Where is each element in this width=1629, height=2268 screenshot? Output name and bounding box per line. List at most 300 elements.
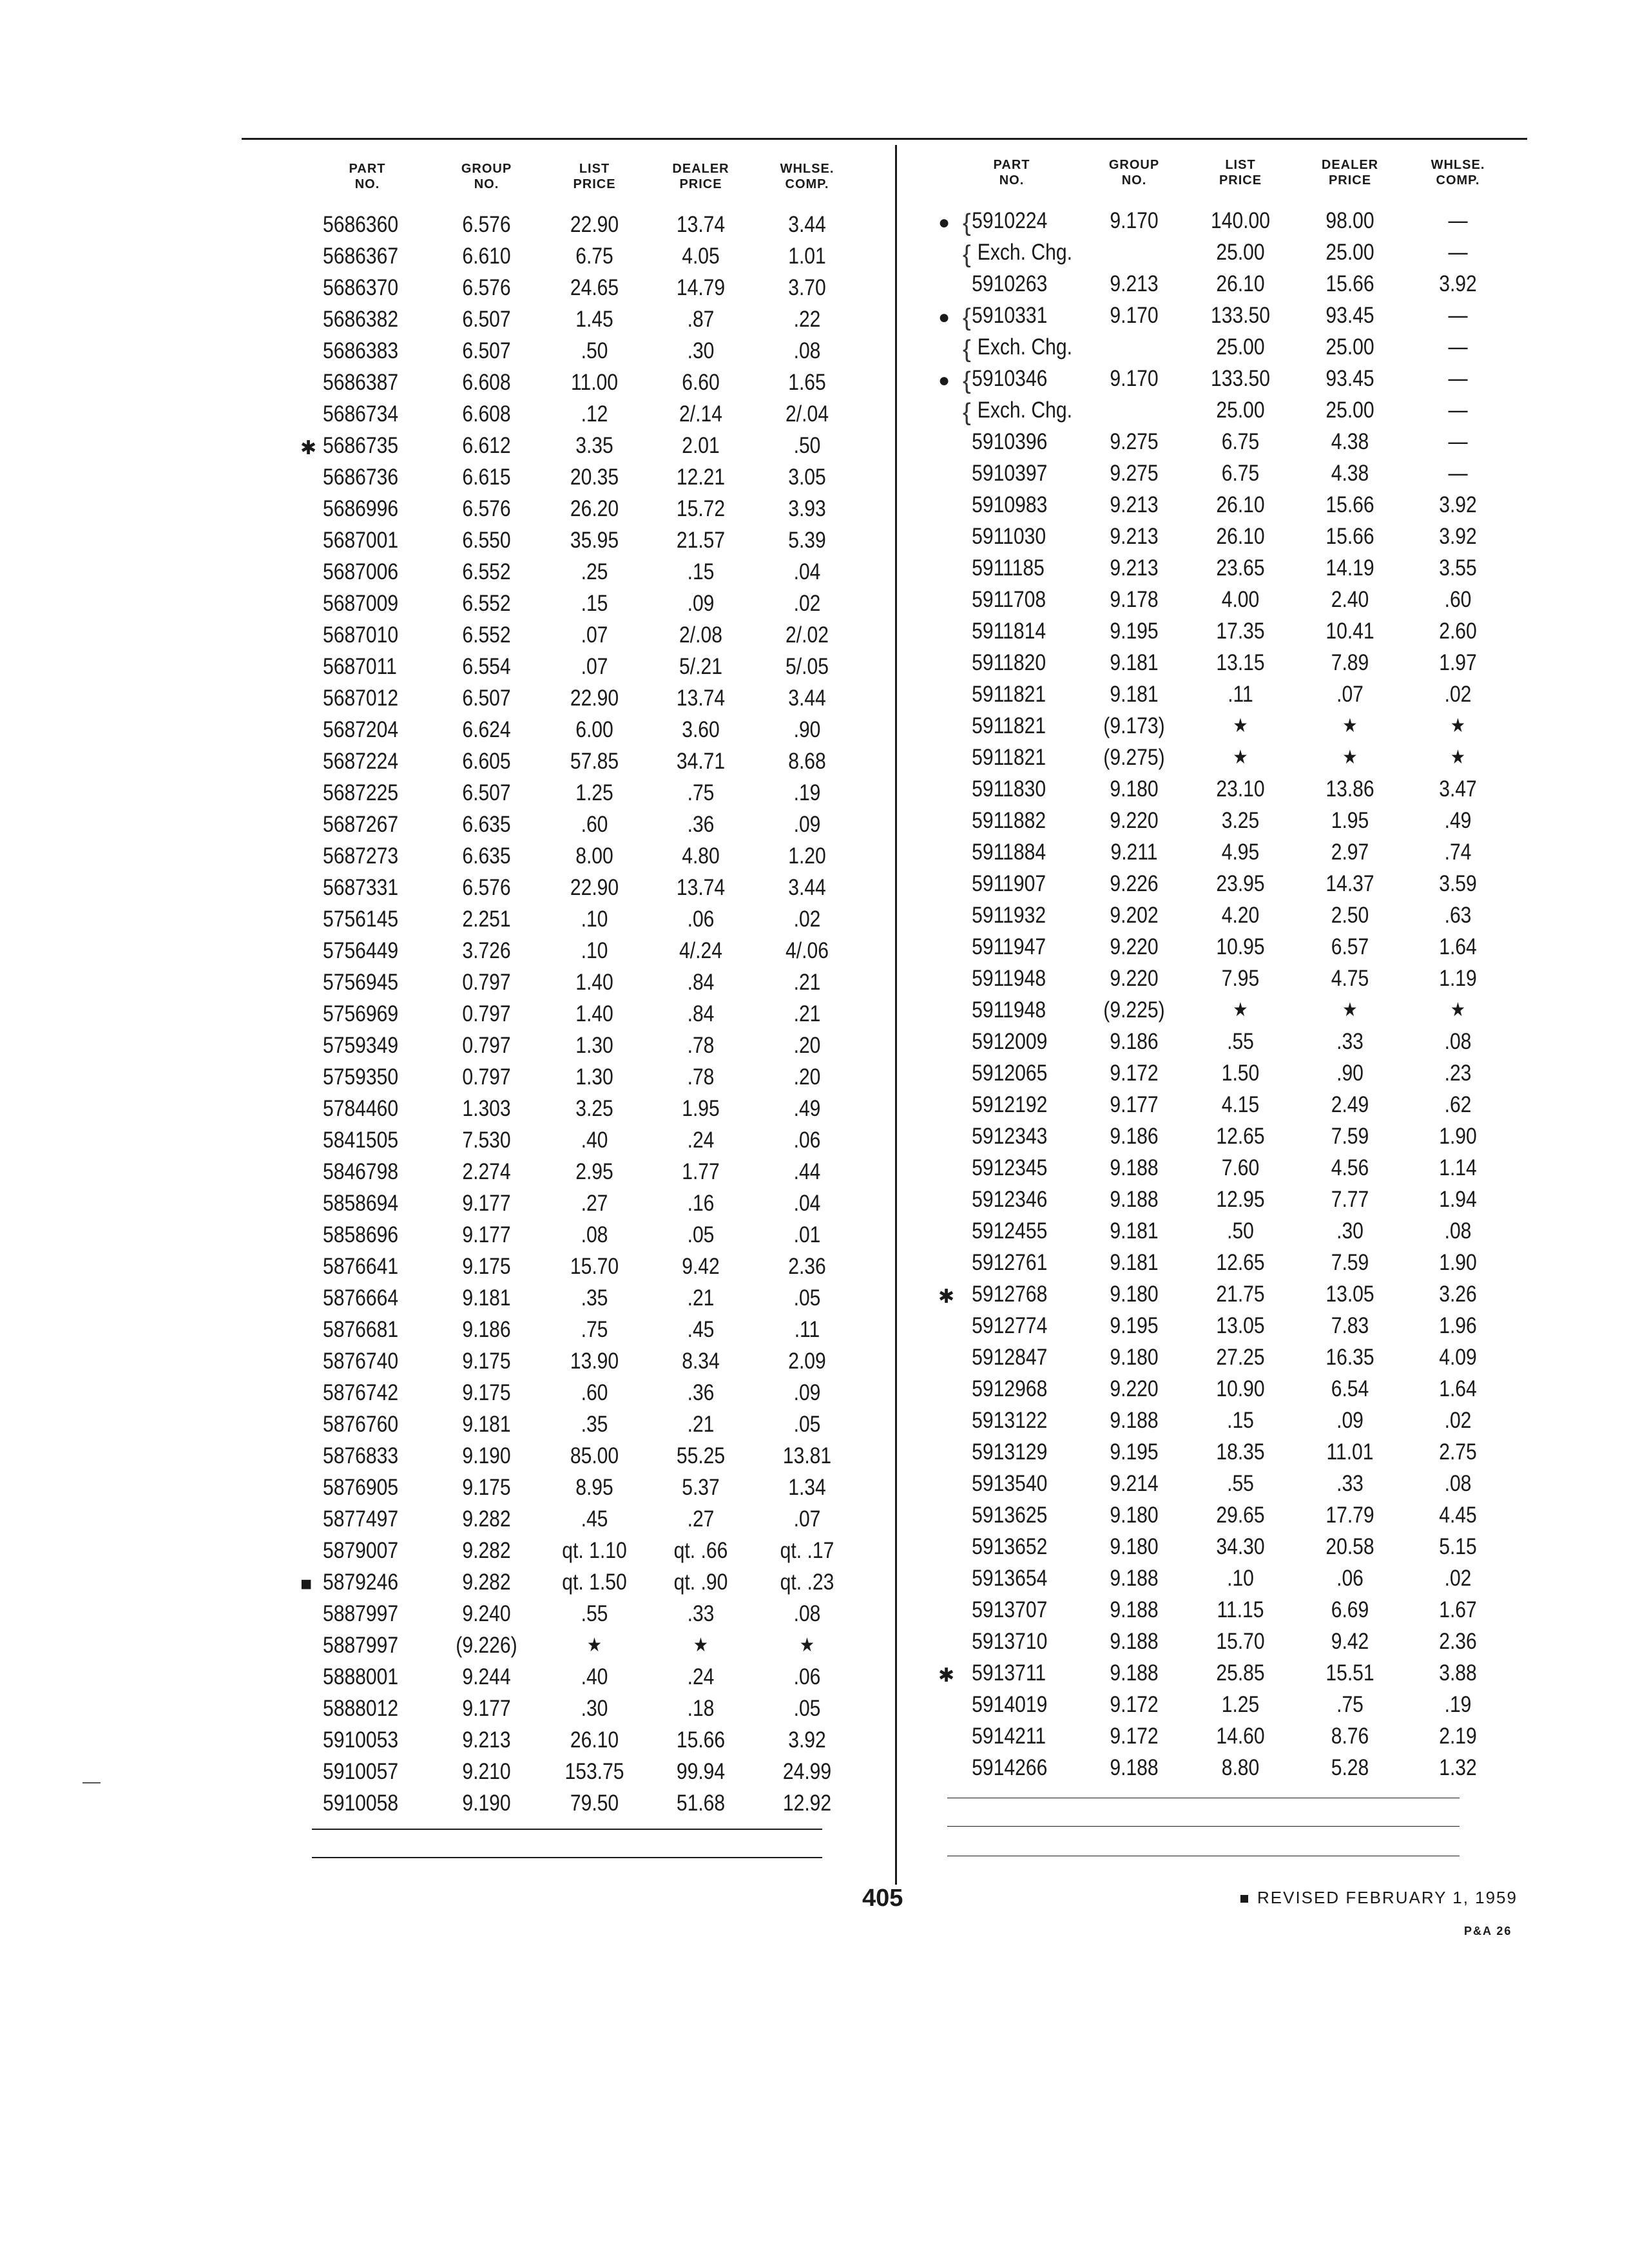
dealer-value: 4.80 [682, 843, 720, 869]
whlse-value: .21 [793, 1001, 821, 1026]
header-dealer-price: DEALER PRICE [672, 162, 729, 191]
group-number: 9.190 [462, 1443, 511, 1468]
group-number: 9.175 [462, 1348, 511, 1374]
table-row [303, 872, 860, 903]
group-number: 9.213 [1110, 492, 1159, 517]
table-row [303, 1030, 860, 1061]
dealer-value: 4/.24 [679, 937, 722, 963]
list-value: ★ [586, 1635, 602, 1656]
dealer-value: 99.94 [676, 1758, 726, 1784]
part-cell [303, 559, 432, 585]
part-cell [941, 934, 1083, 960]
table-row [303, 682, 860, 714]
part-number: 5910053 [322, 1727, 399, 1753]
dealer-value: .84 [687, 969, 715, 995]
list-value: .60 [581, 1379, 608, 1405]
part-cell [941, 966, 1083, 992]
part-cell [941, 650, 1083, 676]
part-number: 5687006 [322, 559, 399, 584]
whlse-value: .02 [1444, 1565, 1472, 1591]
part-number: 5912968 [972, 1376, 1048, 1401]
table-row [941, 268, 1511, 300]
table-row [941, 1184, 1511, 1215]
bracket-icon: { [963, 367, 971, 394]
table-row [941, 805, 1511, 836]
whlse-value: 1.96 [1439, 1312, 1477, 1338]
dealer-value: 20.58 [1325, 1533, 1374, 1559]
table-row [941, 1089, 1511, 1120]
group-number: 6.550 [462, 527, 511, 553]
list-value: 22.90 [570, 874, 619, 900]
group-number: 6.615 [462, 464, 511, 490]
dealer-value: 15.66 [676, 1727, 726, 1753]
whlse-value: — [1448, 428, 1468, 454]
part-cell [941, 997, 1083, 1023]
part-cell [303, 1380, 432, 1406]
table-row [938, 1278, 1511, 1310]
table-row [941, 678, 1511, 710]
dealer-value: 1.95 [682, 1095, 720, 1121]
part-number: 5756969 [322, 1001, 399, 1026]
list-value: .40 [581, 1127, 608, 1153]
list-value: .10 [581, 906, 608, 932]
table-row [941, 236, 1511, 268]
header-part-no: PART NO. [349, 162, 386, 191]
list-value: 10.95 [1216, 934, 1265, 959]
part-number: 5910983 [972, 492, 1048, 517]
part-number: 5687011 [322, 653, 397, 679]
dealer-value: 14.79 [676, 274, 726, 300]
dealer-value: .21 [687, 1411, 715, 1437]
whlse-value: — [1448, 397, 1468, 423]
table-row [303, 1408, 860, 1440]
table-row [303, 998, 860, 1030]
list-value: 1.30 [575, 1064, 613, 1090]
part-cell [303, 812, 432, 838]
list-value: 26.10 [570, 1727, 619, 1753]
part-cell [303, 907, 432, 932]
dealer-value: 15.66 [1325, 271, 1374, 296]
list-value: 1.25 [575, 780, 613, 805]
whlse-value: 3.26 [1439, 1281, 1477, 1307]
whlse-value: .08 [1444, 1470, 1472, 1496]
table-row [303, 714, 860, 745]
whlse-value: 1.90 [1439, 1123, 1477, 1149]
whlse-value: 2/.02 [786, 622, 829, 648]
table-row [941, 647, 1511, 678]
part-cell [303, 1191, 432, 1216]
list-value: qt. 1.10 [562, 1537, 627, 1563]
table-row [941, 742, 1511, 773]
group-number: 6.605 [462, 748, 511, 774]
part-cell [941, 745, 1083, 771]
group-number: 9.186 [1110, 1123, 1159, 1149]
dealer-value: 51.68 [676, 1790, 726, 1816]
list-value: 13.05 [1216, 1312, 1265, 1338]
whlse-value: 3.44 [788, 685, 826, 711]
whlse-value: .60 [1444, 586, 1472, 612]
list-value: 25.00 [1216, 239, 1265, 265]
list-value: 26.10 [1216, 523, 1265, 549]
part-number: 5913710 [972, 1628, 1048, 1654]
dealer-value: .75 [1336, 1691, 1364, 1717]
whlse-value: .05 [793, 1285, 821, 1311]
column-divider [895, 145, 897, 1885]
left-table-header [303, 161, 860, 198]
group-number: (9.275) [1103, 744, 1165, 770]
part-cell [303, 1791, 432, 1816]
list-value: 26.10 [1216, 271, 1265, 296]
list-value: 1.40 [575, 969, 613, 995]
list-value: 15.70 [570, 1253, 619, 1279]
part-number: 5911708 [972, 586, 1046, 612]
group-number: 6.507 [462, 338, 511, 363]
dealer-value: 34.71 [676, 748, 726, 774]
table-row [941, 931, 1511, 963]
table-row [303, 1377, 860, 1408]
dealer-value: .87 [687, 306, 715, 332]
table-row [300, 1566, 860, 1598]
new-item-dot-icon: ● [938, 211, 950, 233]
list-value: 27.25 [1216, 1344, 1265, 1370]
whlse-value: .09 [793, 1379, 821, 1405]
whlse-value: 5.39 [788, 527, 826, 553]
group-number: 9.178 [1110, 586, 1159, 612]
whlse-value: 1.65 [788, 369, 826, 395]
table-row [941, 1152, 1511, 1184]
whlse-value: .08 [1444, 1218, 1472, 1244]
table-row [941, 1594, 1511, 1626]
part-number: 5686370 [322, 274, 399, 300]
list-value: .35 [581, 1411, 608, 1437]
part-cell [941, 1155, 1083, 1181]
list-value: .27 [581, 1190, 608, 1216]
whlse-value: 4.45 [1439, 1502, 1477, 1528]
part-number: 5912768 [972, 1281, 1048, 1307]
part-number: 5911830 [972, 776, 1046, 802]
part-number: 5686383 [322, 338, 399, 363]
part-number: 5911907 [972, 870, 1046, 896]
part-cell [941, 1629, 1083, 1655]
part-number: 5912345 [972, 1155, 1048, 1180]
list-value: .40 [581, 1664, 608, 1689]
right-table-header [941, 157, 1511, 195]
part-cell [941, 1092, 1083, 1118]
group-number: 6.610 [462, 243, 511, 269]
list-value: 23.65 [1216, 555, 1265, 581]
dealer-value: 13.74 [676, 211, 726, 237]
whlse-value: ★ [1450, 747, 1466, 768]
whlse-value: .63 [1444, 902, 1472, 928]
table-row [303, 619, 860, 651]
bracket-icon: { [963, 303, 971, 331]
table-row [941, 1626, 1511, 1657]
dealer-value: .36 [687, 1379, 715, 1405]
part-number: 5687204 [322, 716, 399, 742]
header-part-no: PART NO. [993, 158, 1030, 187]
part-number: 5911820 [972, 649, 1046, 675]
list-value: ★ [1233, 747, 1248, 768]
group-number: 9.181 [1110, 649, 1159, 675]
part-number: 5687009 [322, 590, 399, 616]
part-cell [303, 622, 432, 648]
table-row [303, 840, 860, 872]
whlse-value: .04 [793, 1190, 821, 1216]
part-number: 5912761 [972, 1249, 1048, 1275]
left-bottom-rule-2 [312, 1857, 822, 1858]
dealer-value: 2/.08 [679, 622, 722, 648]
whlse-value: 2.60 [1439, 618, 1477, 644]
table-row [938, 205, 1511, 236]
dealer-value: 5.37 [682, 1474, 720, 1500]
list-value: 4.20 [1221, 902, 1260, 928]
group-number: 9.220 [1110, 965, 1159, 991]
part-cell [938, 1281, 1083, 1307]
table-row [303, 1251, 860, 1282]
dealer-value: 6.60 [682, 369, 720, 395]
group-number: 9.213 [462, 1727, 511, 1753]
part-cell [303, 1064, 432, 1090]
part-cell [941, 239, 1083, 268]
part-cell [303, 780, 432, 806]
whlse-value: .74 [1444, 839, 1472, 865]
whlse-value: .06 [793, 1664, 821, 1689]
group-number: 9.170 [1110, 302, 1159, 328]
part-number: 5911948 [972, 965, 1046, 991]
group-number: 6.635 [462, 811, 511, 837]
table-row [303, 367, 860, 398]
part-number: 5879007 [322, 1537, 399, 1563]
part-cell [303, 1696, 432, 1722]
list-value: .55 [581, 1600, 608, 1626]
revised-note [1240, 1888, 1518, 1908]
list-value: 23.95 [1216, 870, 1265, 896]
dealer-value: 1.95 [1331, 807, 1369, 833]
part-cell [303, 1727, 432, 1753]
list-value: .55 [1227, 1470, 1254, 1496]
part-cell [303, 938, 432, 964]
list-value: 15.70 [1216, 1628, 1265, 1654]
whlse-value: .02 [793, 906, 821, 932]
part-number: 5756449 [322, 937, 399, 963]
group-number: 9.220 [1110, 934, 1159, 959]
whlse-value: .02 [793, 590, 821, 616]
group-number: 9.180 [1110, 1344, 1159, 1370]
list-value: .11 [1228, 681, 1253, 707]
table-row [941, 1531, 1511, 1562]
left-bottom-rule-1 [312, 1829, 822, 1830]
list-value: 24.65 [570, 274, 619, 300]
whlse-value: .08 [793, 1600, 821, 1626]
list-value: 7.60 [1221, 1155, 1260, 1180]
list-value: 1.25 [1221, 1691, 1260, 1717]
part-cell [303, 1475, 432, 1501]
table-row [941, 1562, 1511, 1594]
group-number: 9.186 [462, 1316, 511, 1342]
table-row [303, 935, 860, 966]
group-number: 9.177 [462, 1222, 511, 1247]
group-number: 9.172 [1110, 1691, 1159, 1717]
part-cell [941, 1503, 1083, 1528]
part-number: 5686734 [322, 401, 399, 427]
list-value: .75 [581, 1316, 608, 1342]
whlse-value: 12.92 [782, 1790, 832, 1816]
dealer-value: 17.79 [1325, 1502, 1374, 1528]
part-cell [941, 1029, 1083, 1055]
whlse-value: .20 [793, 1032, 821, 1058]
part-number: 5756145 [322, 906, 399, 932]
part-cell [303, 1349, 432, 1374]
part-number: 5687224 [322, 748, 399, 774]
whlse-value: 1.19 [1439, 965, 1477, 991]
part-cell [941, 619, 1083, 644]
group-number: 9.188 [1110, 1407, 1159, 1433]
list-value: .07 [581, 653, 608, 679]
group-number: 9.181 [1110, 681, 1159, 707]
table-row [941, 899, 1511, 931]
table-row [303, 1187, 860, 1219]
part-number: 5686996 [322, 495, 399, 521]
table-row [941, 331, 1511, 363]
part-number: 5686735 [322, 432, 399, 458]
dealer-value: .33 [1336, 1470, 1364, 1496]
whlse-value: .05 [793, 1695, 821, 1721]
part-number: 5858694 [322, 1190, 399, 1216]
whlse-value: 3.05 [788, 464, 826, 490]
table-row [941, 994, 1511, 1026]
whlse-value: 8.68 [788, 748, 826, 774]
whlse-value: 1.32 [1439, 1754, 1477, 1780]
table-row [303, 303, 860, 335]
part-number: 5913129 [972, 1439, 1048, 1465]
part-cell [303, 591, 432, 617]
whlse-value: qt. .17 [780, 1537, 834, 1563]
list-value: .55 [1227, 1028, 1254, 1054]
list-value: 2.95 [575, 1158, 613, 1184]
whlse-value: 2.75 [1439, 1439, 1477, 1465]
part-cell [303, 1128, 432, 1153]
group-number: 9.282 [462, 1537, 511, 1563]
whlse-value: 3.44 [788, 874, 826, 900]
table-row [303, 209, 860, 240]
list-value: .60 [581, 811, 608, 837]
whlse-value: — [1448, 334, 1468, 360]
part-cell [303, 1412, 432, 1437]
list-value: .12 [581, 401, 608, 427]
group-number: 9.170 [1110, 365, 1159, 391]
dealer-value: 7.59 [1331, 1249, 1369, 1275]
group-number: 9.181 [462, 1411, 511, 1437]
group-number: 9.202 [1110, 902, 1159, 928]
list-value: 3.25 [1221, 807, 1260, 833]
part-cell [941, 1218, 1083, 1244]
right-bottom-rule-2 [947, 1826, 1460, 1827]
part-cell [303, 1317, 432, 1343]
part-cell [303, 1506, 432, 1532]
table-row [303, 588, 860, 619]
part-cell [938, 365, 1083, 394]
dealer-value: 98.00 [1325, 207, 1374, 233]
whlse-value: .02 [1444, 681, 1472, 707]
header-list-price: LIST PRICE [573, 162, 616, 191]
part-number: 5686382 [322, 306, 399, 332]
table-row [941, 584, 1511, 615]
part-cell [303, 307, 432, 332]
bracket-icon: { [963, 335, 971, 363]
list-value: 13.15 [1216, 649, 1265, 675]
part-cell [303, 275, 432, 301]
part-number: 5911947 [972, 934, 1046, 959]
list-value: 85.00 [570, 1443, 619, 1468]
table-row [303, 398, 860, 430]
part-number: 5910331 [972, 302, 1048, 328]
table-row [303, 903, 860, 935]
bracket-icon: { [963, 209, 971, 236]
part-number: 5911821 [972, 713, 1046, 738]
dealer-value: .27 [687, 1506, 715, 1532]
whlse-value: 1.97 [1439, 649, 1477, 675]
part-number: 5756945 [322, 969, 399, 995]
table-row [941, 1752, 1511, 1783]
group-number: 3.726 [462, 937, 511, 963]
dealer-value: .78 [687, 1032, 715, 1058]
part-cell [941, 587, 1083, 613]
whlse-value: .05 [793, 1411, 821, 1437]
part-cell [303, 1254, 432, 1280]
whlse-value: .19 [793, 780, 821, 805]
part-cell [303, 528, 432, 553]
part-number: 5913540 [972, 1470, 1048, 1496]
dealer-value: .33 [687, 1600, 715, 1626]
part-number: 5910058 [322, 1790, 399, 1816]
list-value: .35 [581, 1285, 608, 1311]
part-cell [941, 1566, 1083, 1591]
part-number: 5912847 [972, 1344, 1048, 1370]
part-cell [303, 654, 432, 680]
list-value: .45 [581, 1506, 608, 1532]
part-cell [941, 1313, 1083, 1339]
table-row [941, 1057, 1511, 1089]
part-cell [941, 1724, 1083, 1749]
whlse-value: 2.36 [1439, 1628, 1477, 1654]
part-cell [941, 840, 1083, 865]
table-row [941, 615, 1511, 647]
dealer-value: .75 [687, 780, 715, 805]
whlse-value: 1.67 [1439, 1597, 1477, 1622]
whlse-value: 2.09 [788, 1348, 826, 1374]
whlse-value: .04 [793, 559, 821, 584]
group-number: 6.554 [462, 653, 511, 679]
group-number: 0.797 [462, 969, 511, 995]
list-value: .10 [1227, 1565, 1254, 1591]
dealer-value: 25.00 [1325, 397, 1374, 423]
list-value: 6.75 [1221, 460, 1260, 486]
part-number: 5876681 [322, 1316, 399, 1342]
asterisk-icon: ✱ [938, 1285, 955, 1307]
group-number: 6.552 [462, 622, 511, 648]
list-value: 21.75 [1216, 1281, 1265, 1307]
group-number: 9.172 [1110, 1060, 1159, 1086]
whlse-value: — [1448, 207, 1468, 233]
whlse-value: .20 [793, 1064, 821, 1090]
part-number: 5687267 [322, 811, 399, 837]
part-number: 5846798 [322, 1158, 399, 1184]
table-row [941, 1499, 1511, 1531]
part-cell [941, 871, 1083, 897]
whlse-value: 3.88 [1439, 1660, 1477, 1686]
header-dealer-price: DEALER PRICE [1321, 158, 1379, 187]
list-value: 26.20 [570, 495, 619, 521]
